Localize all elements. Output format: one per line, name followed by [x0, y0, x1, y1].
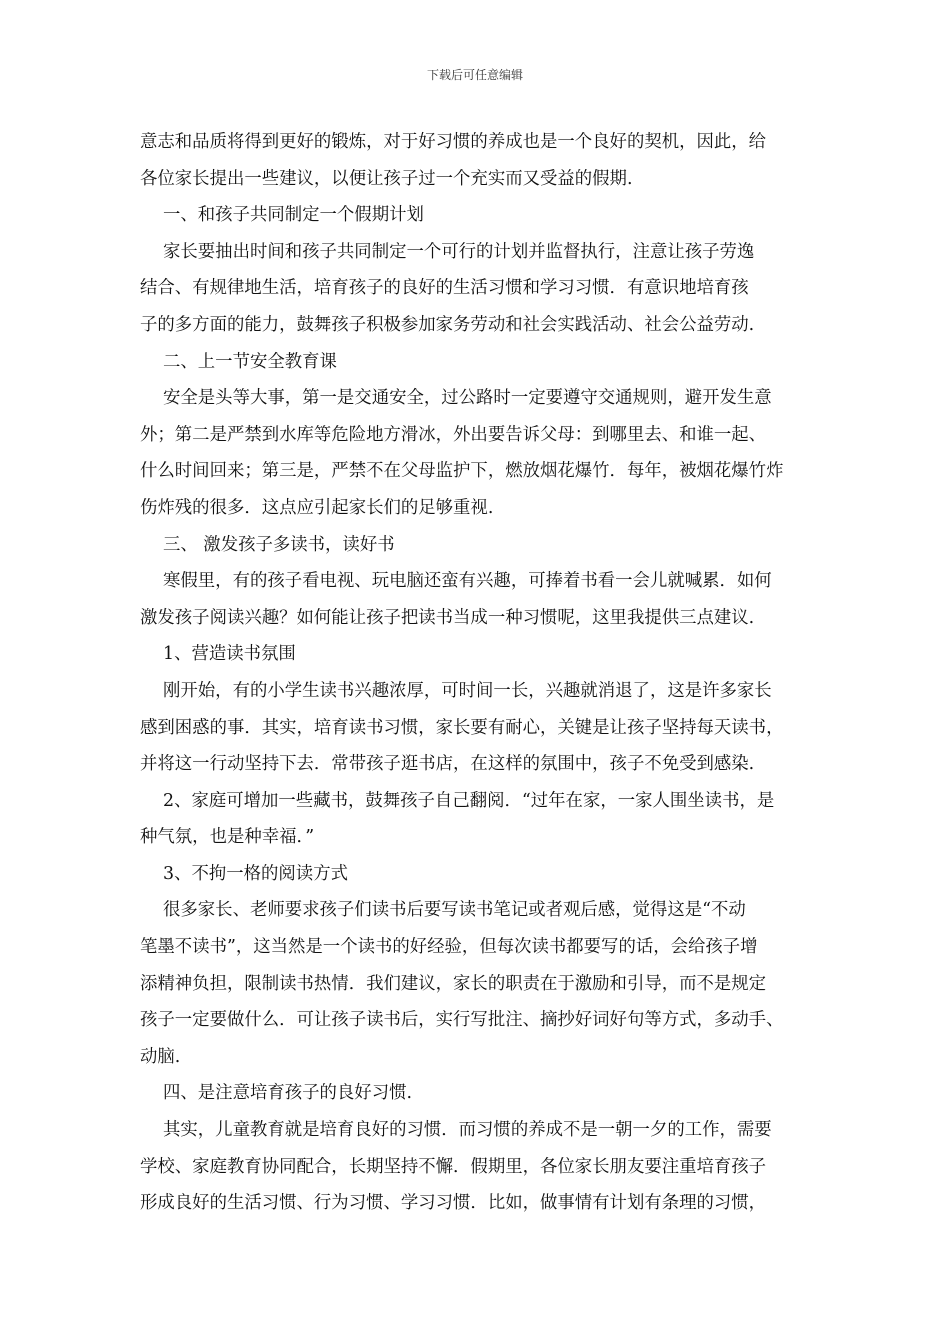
text-line: 很多家长、老师要求孩子们读书后要写读书笔记或者观后感，觉得这是“不动: [163, 900, 746, 921]
text-line: 意志和品质将得到更好的锻炼，对于好习惯的养成也是一个良好的契机，因此，给: [140, 132, 767, 152]
text-line: 2、家庭可增加一些藏书，鼓舞孩子自己翻阅．“过年在家，一家人围坐读书，是: [163, 790, 775, 811]
text-line: 安全是头等大事，第一是交通安全，过公路时一定要遵守交通规则，避开发生意: [163, 388, 772, 409]
text-line: 形成良好的生活习惯、行为习惯、学习习惯．比如，做事情有计划有条理的习惯，: [140, 1193, 767, 1214]
document-body: [140, 124, 820, 1222]
text-line: 感到困惑的事．其实，培育读书习惯，家长要有耐心，关键是让孩子坚持每天读书，: [140, 717, 784, 738]
text-line: 动脑.: [140, 1046, 181, 1067]
page-header: 下载后可任意编辑: [426, 68, 523, 82]
text-line: 各位家长提出一些建议，以便让孩子过一个充实而又受益的假期.: [140, 168, 633, 189]
text-line: 笔墨不读书”，这当然是一个读书的好经验，但每次读书都要写的话，会给孩子增: [140, 937, 758, 958]
text-line: 寒假里，有的孩子看电视、玩电脑还蛮有兴趣，可捧着书看一会儿就喊累．如何: [163, 571, 772, 592]
text-line: 二、上一节安全教育课: [163, 351, 337, 372]
text-line: 子的多方面的能力，鼓舞孩子积极参加家务劳动和社会实践活动、社会公益劳动.: [140, 314, 755, 335]
text-line: 伤炸残的很多．这点应引起家长们的足够重视.: [140, 497, 494, 518]
text-line: 种气氛，也是种幸福．”: [140, 827, 315, 848]
text-line: 结合、有规律地生活，培育孩子的良好的生活习惯和学习习惯．有意识地培育孩: [140, 278, 749, 299]
text-line: 学校、家庭教育协同配合，长期坚持不懈．假期里，各位家长朋友要注重培育孩子: [140, 1156, 767, 1177]
text-line: 3、不拘一格的阅读方式: [163, 863, 348, 884]
text-line: 三、 激发孩子多读书，读好书: [163, 534, 395, 555]
text-line: 刚开始，有的小学生读书兴趣浓厚，可时间一长，兴趣就消退了，这是许多家长: [163, 680, 772, 701]
text-line: 激发孩子阅读兴趣？如何能让孩子把读书当成一种习惯呢，这里我提供三点建议.: [140, 607, 755, 628]
text-line: 四、是注意培育孩子的良好习惯.: [163, 1083, 412, 1104]
text-line: 一、和孩子共同制定一个假期计划: [163, 205, 424, 226]
text-line: 其实，儿童教育就是培育良好的习惯．而习惯的养成不是一朝一夕的工作，需要: [163, 1120, 772, 1141]
text-line: 并将这一行动坚持下去．常带孩子逛书店，在这样的氛围中，孩子不免受到感染.: [140, 754, 755, 775]
text-line: 添精神负担，限制读书热情．我们建议，家长的职责在于激励和引导，而不是规定: [140, 973, 767, 994]
text-line: 孩子一定要做什么．可让孩子读书后，实行写批注、摘抄好词好句等方式，多动手、: [140, 1010, 784, 1031]
text-line: 1、营造读书氛围: [163, 644, 296, 665]
text-line: 什么时间回来；第三是，严禁不在父母监护下，燃放烟花爆竹．每年，被烟花爆竹炸: [140, 461, 784, 482]
text-line: 外；第二是严禁到水库等危险地方滑冰，外出要告诉父母：到哪里去、和谁一起、: [140, 424, 767, 445]
text-line: 家长要抽出时间和孩子共同制定一个可行的计划并监督执行，注意让孩子劳逸: [163, 241, 755, 262]
